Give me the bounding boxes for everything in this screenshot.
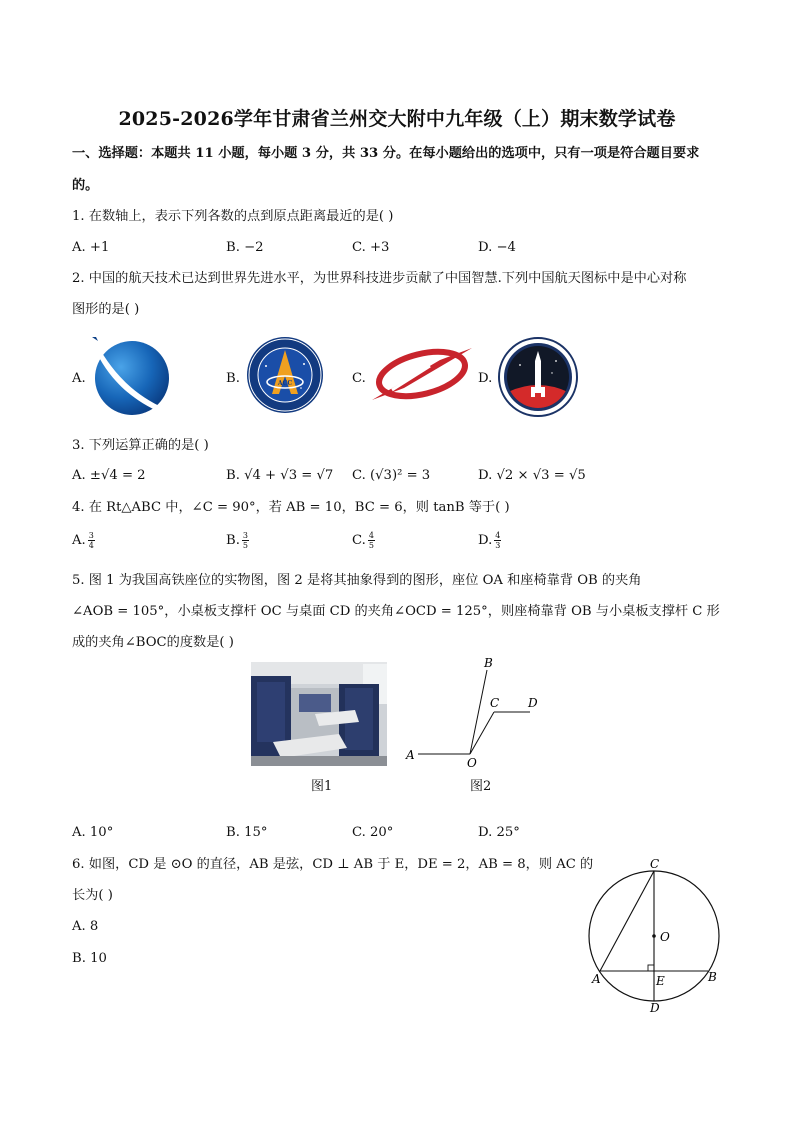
label-b: B (484, 656, 493, 670)
q1-stem: 1. 在数轴上，表示下列各数的点到原点距离最近的是( ) (72, 209, 394, 224)
label-o: O (660, 930, 670, 944)
q1-option-c: C. +3 (352, 240, 390, 255)
q2-label-c: C. (352, 371, 366, 386)
q4-option-b: B. $\frac{3}{5}$ (226, 531, 248, 550)
label-o: O (467, 756, 477, 770)
section-instructions-cont: 的。 (72, 178, 99, 193)
q4-option-a: A. $\frac{3}{4}$ (72, 531, 94, 550)
label-a: A (406, 748, 415, 762)
angle-diagram (398, 650, 558, 775)
logo-b-center-text: ACC (277, 380, 293, 387)
logo-d-rocket-icon (498, 337, 578, 417)
q4-stem: 4. 在 Rt△ABC 中，∠C = 90°，若 AB = 10，BC = 6，则 tanB 等于( ) (72, 500, 510, 515)
logo-c-ring-icon (370, 346, 474, 404)
q4-option-d: D. $\frac{4}{3}$ (478, 531, 501, 550)
q2-stem-cont: 图形的是( ) (72, 302, 140, 317)
label-a: A (592, 972, 601, 986)
section-instructions: 一、选择题：本题共 11 小题，每小题 3 分，共 33 分。在每小题给出的选项中，只有一项是符合题目要求 (72, 146, 700, 161)
q6-option-b: B. 10 (72, 951, 107, 966)
q5-stem: 5. 图 1 为我国高铁座位的实物图，图 2 是将其抽象得到的图形，座位 OA 和座椅靠背 OB 的夹角 (72, 573, 642, 588)
q2-label-a: A. (72, 371, 86, 386)
q6-stem-cont: 长为( ) (72, 888, 113, 903)
fig1-caption: 图1 (311, 779, 333, 794)
label-e: E (656, 974, 665, 988)
q3-stem: 3. 下列运算正确的是( ) (72, 438, 209, 453)
label-c: C (650, 857, 660, 871)
q3-option-c: C. (√3)² = 3 (352, 468, 431, 483)
q1-option-b: B. −2 (226, 240, 264, 255)
q2-label-b: B. (226, 371, 240, 386)
q4-option-c: C. $\frac{4}{5}$ (352, 531, 374, 550)
q3-option-d: D. √2 × √3 = √5 (478, 468, 586, 483)
q1-option-a: A. +1 (72, 240, 110, 255)
label-b: B (708, 970, 717, 984)
circle-diagram (584, 852, 724, 1020)
q2-label-d: D. (478, 371, 493, 386)
q6-option-a: A. 8 (72, 919, 99, 934)
label-c: C (490, 696, 500, 710)
q6-stem: 6. 如图，CD 是 ⊙O 的直径，AB 是弦，CD ⊥ AB 于 E，DE = 2，AB = 8，则 AC 的 (72, 857, 594, 872)
logo-a-globe-icon (88, 335, 174, 417)
exam-title: 2025-2026学年甘肃省兰州交大附中九年级（上）期末数学试卷 (118, 108, 676, 130)
q5-stem-cont1: ∠AOB = 105°，小桌板支撑杆 OC 与桌面 CD 的夹角∠OCD = 125°，则座椅靠背 OB 与小桌板支撑杆 C 形 (72, 604, 720, 619)
q5-option-b: B. 15° (226, 825, 268, 840)
q5-stem-cont2: 成的夹角∠BOC的度数是( ) (72, 635, 234, 650)
q2-stem: 2. 中国的航天技术已达到世界先进水平，为世界科技进步贡献了中国智慧.下列中国航天图标中是中心对称 (72, 271, 687, 286)
q1-option-d: D. −4 (478, 240, 516, 255)
q3-option-b: B. √4 + √3 = √7 (226, 468, 334, 483)
q5-option-d: D. 25° (478, 825, 520, 840)
train-seat-photo (251, 662, 387, 766)
label-d: D (528, 696, 538, 710)
q3-option-a: A. ±√4 = 2 (72, 468, 146, 483)
q5-option-c: C. 20° (352, 825, 394, 840)
q5-option-a: A. 10° (72, 825, 114, 840)
fig2-caption: 图2 (470, 779, 492, 794)
logo-b-astronaut-center-icon (246, 336, 324, 414)
label-d: D (650, 1001, 660, 1015)
